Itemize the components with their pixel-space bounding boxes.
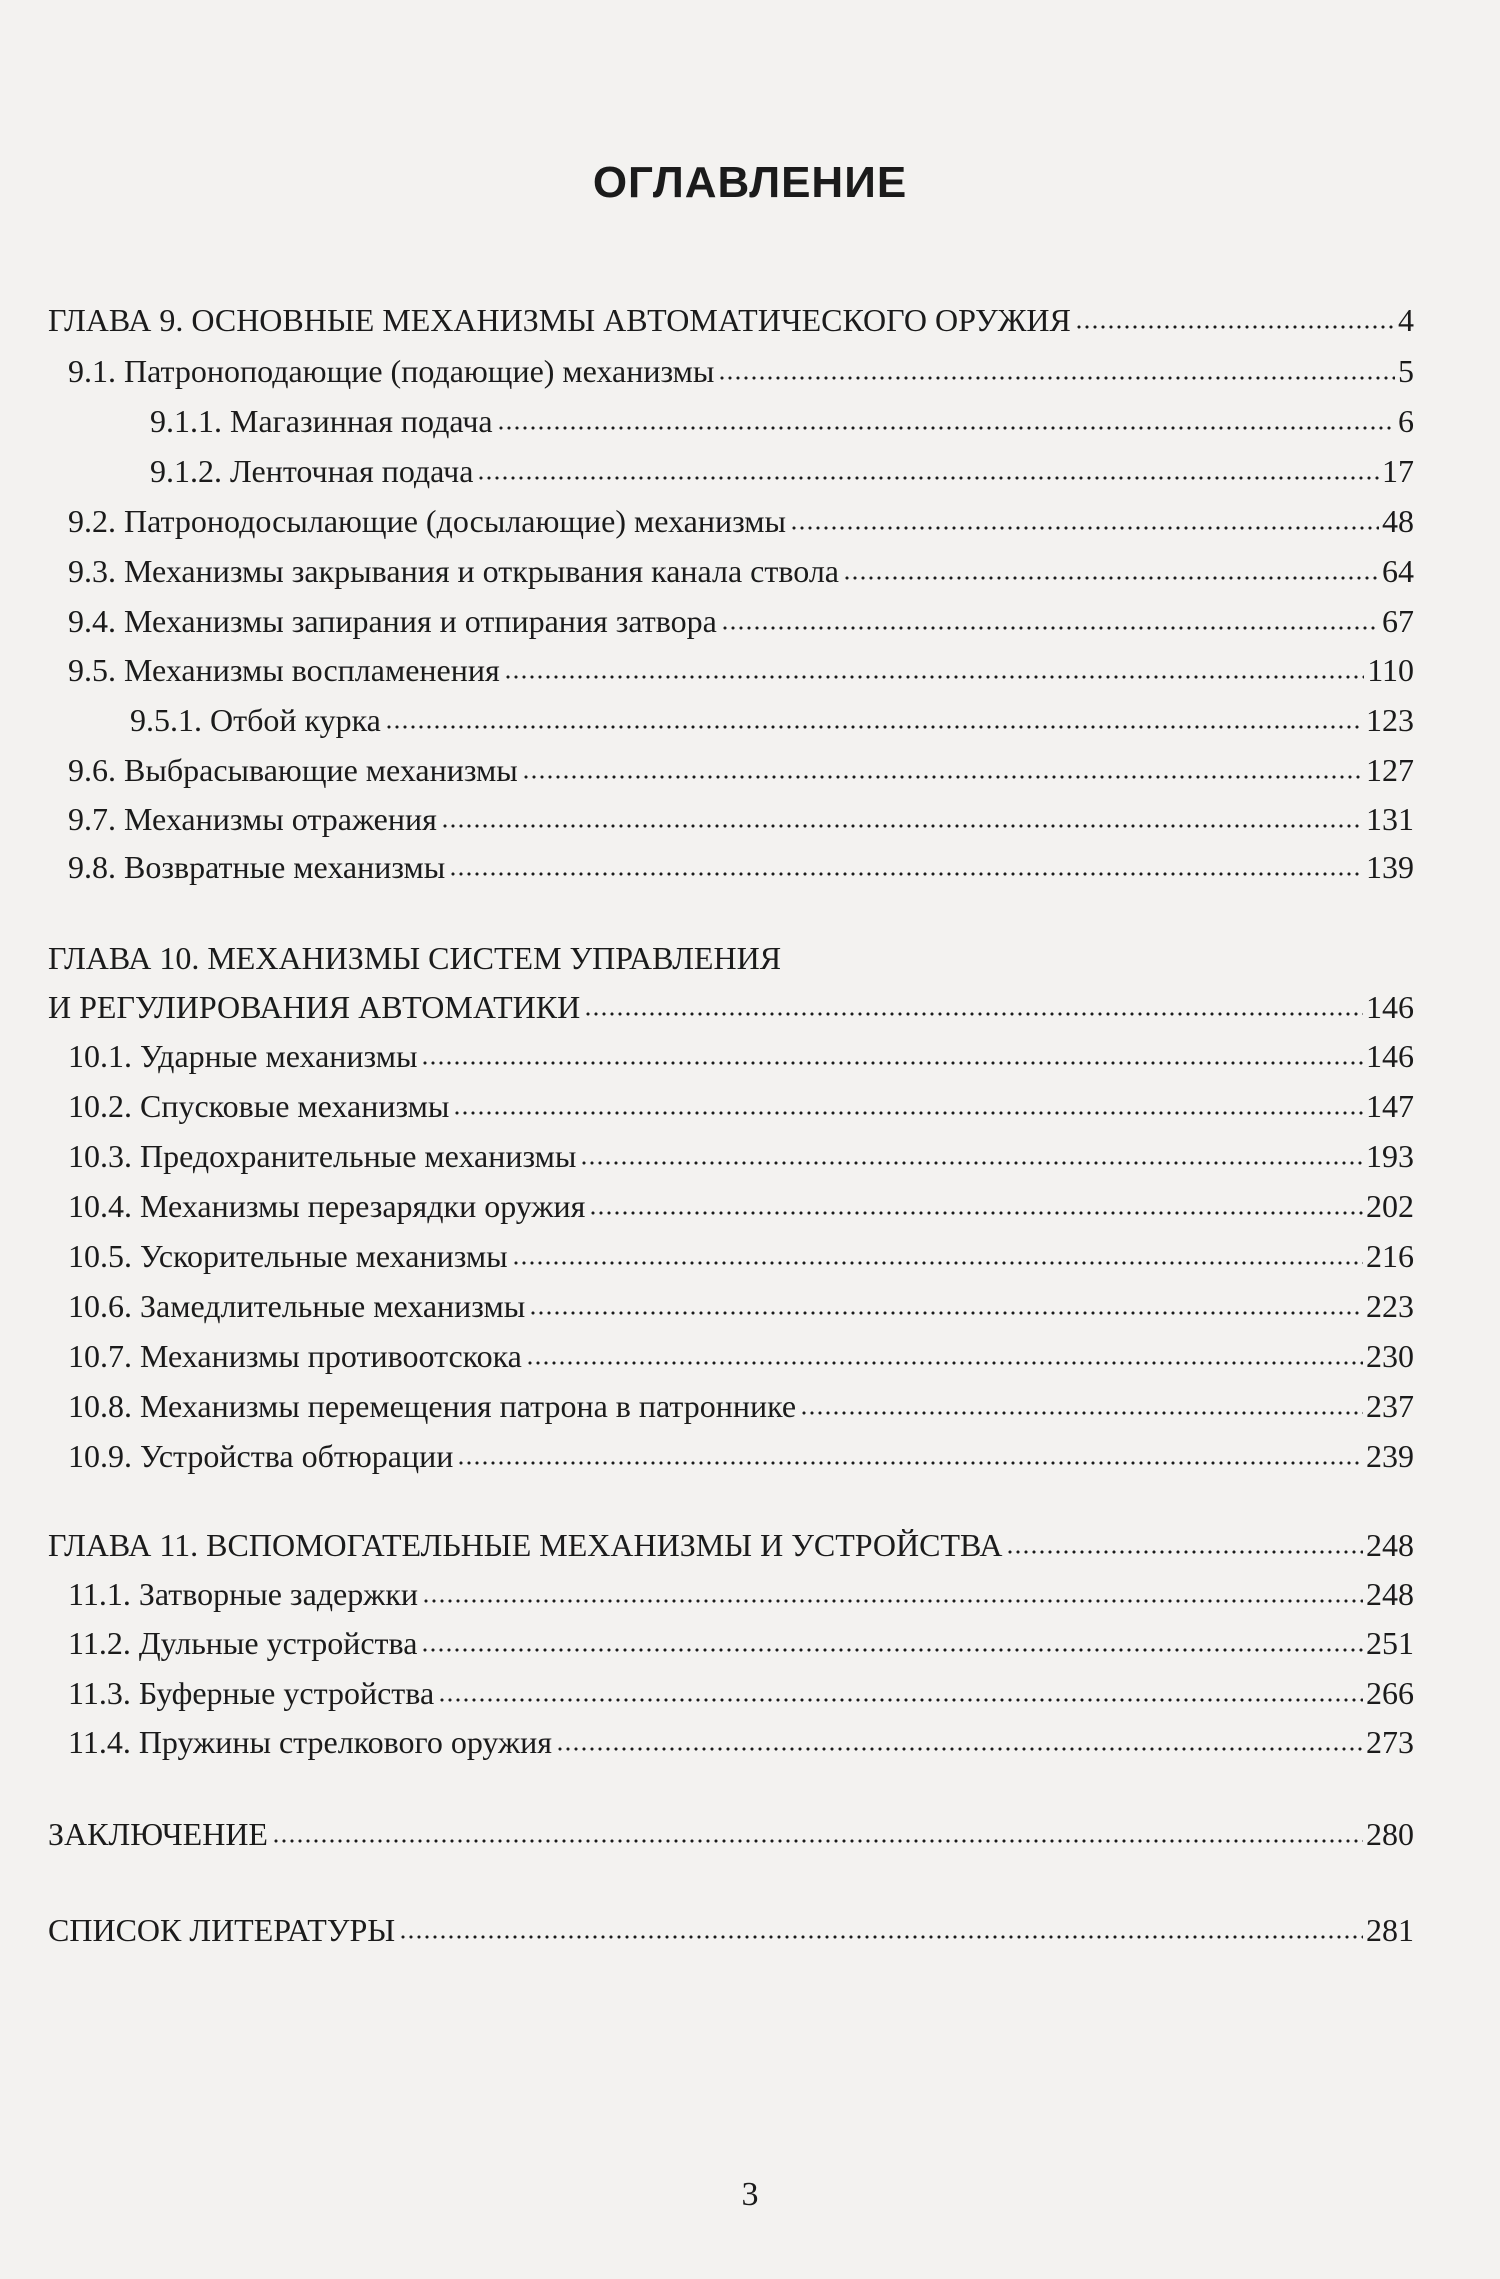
toc-section-10-4[interactable] bbox=[68, 1184, 1414, 1228]
toc-page-number: 273 bbox=[1366, 1724, 1414, 1760]
toc-page-number: 131 bbox=[1366, 801, 1414, 837]
dot-leader bbox=[457, 1458, 1363, 1467]
toc-entry-text: 10.4. Механизмы перезарядки оружия bbox=[68, 1188, 586, 1224]
dot-leader bbox=[529, 1308, 1363, 1317]
toc-entry-text: 9.1.1. Магазинная подача bbox=[150, 403, 493, 439]
toc-section-11-2[interactable] bbox=[68, 1621, 1414, 1665]
toc-entry-text: 10.1. Ударные механизмы bbox=[68, 1038, 418, 1074]
toc-page-number: 48 bbox=[1382, 503, 1414, 539]
dot-leader bbox=[556, 1744, 1363, 1753]
toc-page-number: 146 bbox=[1366, 989, 1414, 1025]
toc-section-10-8[interactable] bbox=[68, 1384, 1414, 1428]
toc-section-9-4[interactable] bbox=[68, 599, 1414, 643]
toc-page-number: 17 bbox=[1382, 453, 1414, 489]
toc-page-number: 127 bbox=[1366, 752, 1414, 788]
dot-leader bbox=[399, 1932, 1363, 1941]
toc-conclusion[interactable] bbox=[48, 1812, 1414, 1856]
toc-entry-text: 11.4. Пружины стрелкового оружия bbox=[68, 1724, 552, 1760]
toc-chapter-11[interactable] bbox=[48, 1523, 1414, 1567]
dot-leader bbox=[584, 1009, 1363, 1018]
toc-section-11-4[interactable] bbox=[68, 1720, 1414, 1764]
dot-leader bbox=[477, 473, 1379, 482]
dot-leader bbox=[790, 523, 1379, 532]
dot-leader bbox=[272, 1836, 1363, 1845]
toc-page-number: 248 bbox=[1366, 1527, 1414, 1563]
dot-leader bbox=[453, 1108, 1363, 1117]
toc-page-number: 266 bbox=[1366, 1675, 1414, 1711]
toc-page-number: 281 bbox=[1366, 1912, 1414, 1948]
toc-entry-text: 9.8. Возвратные механизмы bbox=[68, 849, 446, 885]
toc-section-9-8[interactable] bbox=[68, 845, 1414, 889]
toc-page-number: 248 bbox=[1366, 1576, 1414, 1612]
toc-page-number: 146 bbox=[1366, 1038, 1414, 1074]
toc-entry-text: 9.5.1. Отбой курка bbox=[130, 702, 381, 738]
dot-leader bbox=[843, 573, 1379, 582]
toc-section-10-1[interactable] bbox=[68, 1034, 1414, 1078]
toc-section-9-3[interactable] bbox=[68, 549, 1414, 593]
toc-entry-text: 9.3. Механизмы закрывания и открывания канала ствола bbox=[68, 553, 839, 589]
dot-leader bbox=[421, 1645, 1363, 1654]
dot-leader bbox=[438, 1695, 1363, 1704]
dot-leader bbox=[522, 772, 1363, 781]
toc-page-number: 280 bbox=[1366, 1816, 1414, 1852]
toc-entry-text: 11.3. Буферные устройства bbox=[68, 1675, 435, 1711]
dot-leader bbox=[421, 1058, 1363, 1067]
toc-entry-text: 11.2. Дульные устройства bbox=[68, 1625, 418, 1661]
dot-leader bbox=[589, 1208, 1363, 1217]
toc-section-11-3[interactable] bbox=[68, 1671, 1414, 1715]
toc-entry-text: 10.5. Ускорительные механизмы bbox=[68, 1238, 508, 1274]
toc-section-10-6[interactable] bbox=[68, 1284, 1414, 1328]
toc-page-number: 5 bbox=[1398, 353, 1414, 389]
dot-leader bbox=[422, 1596, 1363, 1605]
dot-leader bbox=[504, 672, 1364, 681]
toc-entry-text: 9.6. Выбрасывающие механизмы bbox=[68, 752, 518, 788]
toc-section-9-5-1[interactable] bbox=[130, 698, 1414, 742]
toc-chapter-10-line1[interactable]: ГЛАВА 10. МЕХАНИЗМЫ СИСТЕМ УПРАВЛЕНИЯ bbox=[48, 940, 782, 976]
toc-entry-text: 10.9. Устройства обтюрации bbox=[68, 1438, 454, 1474]
toc-entry-text: 10.2. Спусковые механизмы bbox=[68, 1088, 450, 1124]
toc-entry-text: 9.7. Механизмы отражения bbox=[68, 801, 437, 837]
dot-leader bbox=[449, 869, 1363, 878]
toc-entry-text: 9.1. Патроноподающие (подающие) механизмы bbox=[68, 353, 715, 389]
toc-page-number: 4 bbox=[1398, 302, 1414, 338]
toc-entry-text: 9.5. Механизмы воспламенения bbox=[68, 652, 500, 688]
toc-page-number: 123 bbox=[1366, 702, 1414, 738]
toc-page-number: 230 bbox=[1366, 1338, 1414, 1374]
toc-entry-text: 9.4. Механизмы запирания и отпирания затвора bbox=[68, 603, 717, 639]
toc-entry-text: 10.8. Механизмы перемещения патрона в патроннике bbox=[68, 1388, 797, 1424]
toc-section-10-3[interactable] bbox=[68, 1134, 1414, 1178]
toc-page-number: 64 bbox=[1382, 553, 1414, 589]
dot-leader bbox=[441, 821, 1363, 830]
toc-page-number: 6 bbox=[1398, 403, 1414, 439]
toc-section-10-9[interactable] bbox=[68, 1434, 1414, 1478]
toc-entry-text: И РЕГУЛИРОВАНИЯ АВТОМАТИКИ bbox=[48, 989, 581, 1025]
dot-leader bbox=[526, 1358, 1363, 1367]
dot-leader bbox=[718, 373, 1395, 382]
page-number: 3 bbox=[741, 2176, 759, 2213]
toc-page-number: 110 bbox=[1367, 652, 1414, 688]
toc-entry-text: 9.1.2. Ленточная подача bbox=[150, 453, 474, 489]
toc-entry-text: 11.1. Затворные задержки bbox=[68, 1576, 419, 1612]
toc-section-9-5[interactable] bbox=[68, 648, 1414, 692]
dot-leader bbox=[800, 1408, 1363, 1417]
dot-leader bbox=[1075, 322, 1395, 331]
dot-leader bbox=[1006, 1547, 1363, 1556]
toc-section-9-7[interactable] bbox=[68, 797, 1414, 841]
toc-references[interactable] bbox=[48, 1908, 1414, 1952]
toc-entry-text: ГЛАВА 9. ОСНОВНЫЕ МЕХАНИЗМЫ АВТОМАТИЧЕСКОГО ОРУЖИЯ bbox=[48, 302, 1071, 338]
toc-page-number: 239 bbox=[1366, 1438, 1414, 1474]
toc-entry-text: ГЛАВА 11. ВСПОМОГАТЕЛЬНЫЕ МЕХАНИЗМЫ И УСТРОЙСТВА bbox=[48, 1527, 1003, 1563]
toc-entry-text: ЗАКЛЮЧЕНИЕ bbox=[48, 1816, 268, 1852]
toc-page-number: 147 bbox=[1366, 1088, 1414, 1124]
toc-section-9-1-1[interactable] bbox=[150, 399, 1414, 443]
toc-section-10-5[interactable] bbox=[68, 1234, 1414, 1278]
dot-leader bbox=[580, 1158, 1363, 1167]
page-title: ОГЛАВЛЕНИЕ bbox=[592, 158, 908, 207]
toc-page-number: 251 bbox=[1366, 1625, 1414, 1661]
toc-section-10-7[interactable] bbox=[68, 1334, 1414, 1378]
toc-section-9-2[interactable] bbox=[68, 499, 1414, 543]
toc-entry-text: 9.2. Патронодосылающие (досылающие) механизмы bbox=[68, 503, 787, 539]
toc-page-number: 223 bbox=[1366, 1288, 1414, 1324]
dot-leader bbox=[497, 423, 1395, 432]
dot-leader bbox=[385, 722, 1363, 731]
toc-section-11-1[interactable] bbox=[68, 1572, 1414, 1616]
toc-section-9-1[interactable] bbox=[68, 349, 1414, 393]
toc-entry-text: 10.7. Механизмы противоотскока bbox=[68, 1338, 522, 1374]
toc-page-number: 193 bbox=[1366, 1138, 1414, 1174]
dot-leader bbox=[512, 1258, 1363, 1267]
toc-page-number: 202 bbox=[1366, 1188, 1414, 1224]
toc-section-9-1-2[interactable] bbox=[150, 449, 1414, 493]
toc-entry-text: СПИСОК ЛИТЕРАТУРЫ bbox=[48, 1912, 396, 1948]
toc-section-10-2[interactable] bbox=[68, 1084, 1414, 1128]
toc-entry-text: 10.3. Предохранительные механизмы bbox=[68, 1138, 577, 1174]
dot-leader bbox=[721, 623, 1379, 632]
toc-chapter-10[interactable] bbox=[48, 985, 1414, 1029]
toc-entry-text: 10.6. Замедлительные механизмы bbox=[68, 1288, 526, 1324]
toc-page-number: 139 bbox=[1366, 849, 1414, 885]
toc-page-number: 216 bbox=[1366, 1238, 1414, 1274]
toc-page-number: 67 bbox=[1382, 603, 1414, 639]
toc-chapter-9[interactable] bbox=[48, 298, 1414, 342]
toc-page-number: 237 bbox=[1366, 1388, 1414, 1424]
toc-section-9-6[interactable] bbox=[68, 748, 1414, 792]
